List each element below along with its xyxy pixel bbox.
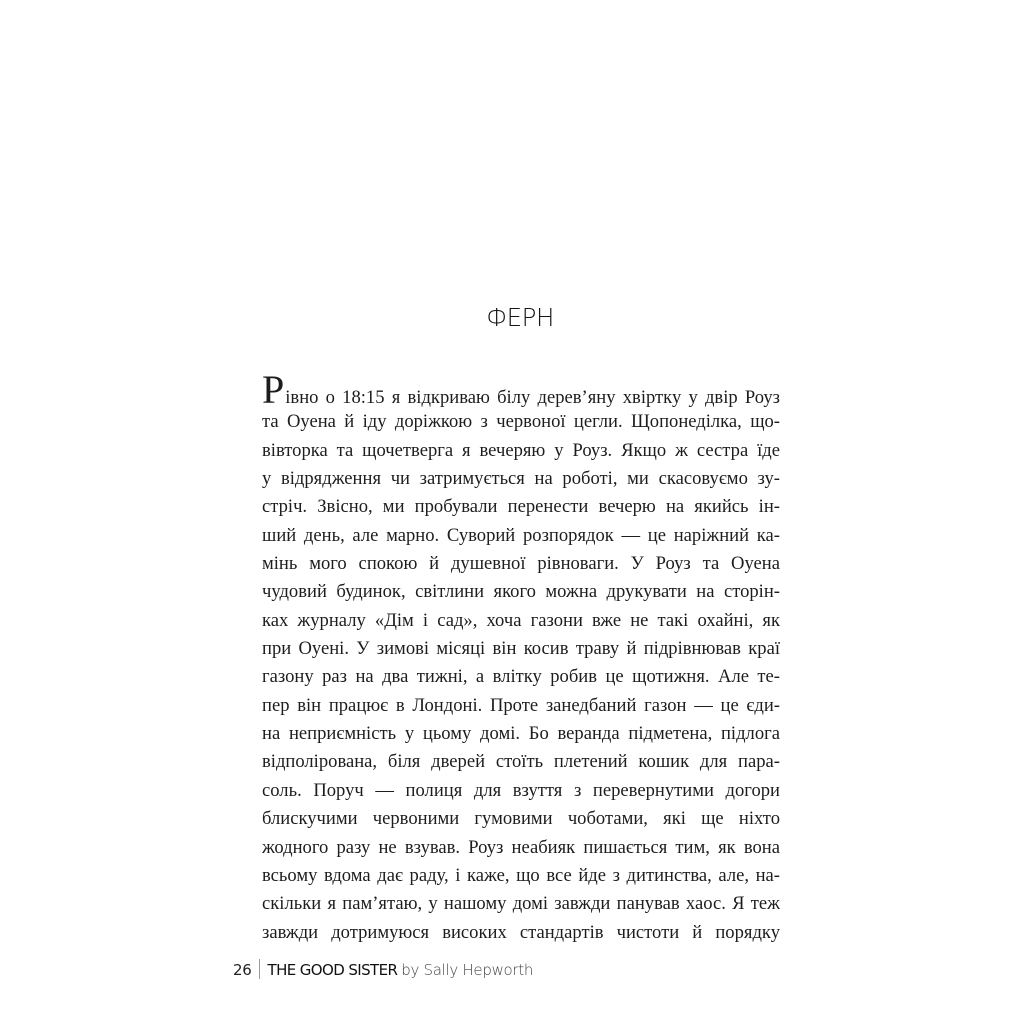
text-line: стріч. Звісно, ми пробували перенести вечерю на якийсь ін-	[262, 496, 780, 518]
book-title: THE GOOD SISTER	[267, 961, 398, 979]
chapter-title: ФЕРН	[486, 303, 554, 332]
text-line: чудовий будинок, світлини якого можна друкувати на сторін-	[262, 581, 780, 603]
text-line: соль. Поруч — полиця для взуття з перевернутими догори	[262, 779, 780, 801]
author-credit: by Sally Hepworth	[401, 961, 534, 979]
text-line: блискучими червоними гумовими чоботами, які ще ніхто	[262, 808, 780, 830]
text-line: жодного разу не взував. Роуз неабияк пишається тим, як вона	[262, 836, 780, 858]
text-line: мінь мого спокою й душевної рівноваги. У Роуз та Оуена	[262, 553, 780, 575]
text-line: газону раз на два тижні, а влітку робив це щотижня. Але те-	[262, 666, 780, 688]
footer-divider	[259, 959, 260, 979]
text-line: та Оуена й іду доріжкою з червоної цегли. Щопонеділка, що-	[262, 411, 780, 433]
text-line: скільки я пам’ятаю, у нашому домі завжди панував хаос. Я теж	[262, 893, 780, 915]
text-line: завжди дотримуюся високих стандартів чистоти й порядку	[262, 921, 780, 943]
text-line: Рівно о 18:15 я відкриваю білу дерев’яну хвіртку у двір Роуз	[262, 367, 780, 412]
text-line: вівторка та щочетверга я вечеряю у Роуз. Якщо ж сестра їде	[262, 439, 780, 461]
text-line: ках журналу «Дім і сад», хоча газони вже не такі охайні, як	[262, 609, 780, 631]
text-line: при Оуені. У зимові місяці він косив траву й підрівнював краї	[262, 638, 780, 660]
drop-cap: Р	[262, 367, 285, 412]
text-line: у відрядження чи затримується на роботі, ми скасовуємо зу-	[262, 468, 780, 490]
text-line: ший день, але марно. Суворий розпорядок — це наріжний ка-	[262, 524, 780, 546]
text-line: на неприємність у цьому домі. Бо веранда підметена, підлога	[262, 723, 780, 745]
body-text	[262, 367, 780, 947]
page-footer	[233, 959, 533, 979]
page-number: 26	[233, 961, 252, 979]
text-line: відполірована, біля дверей стоїть плетений кошик для пара-	[262, 751, 780, 773]
text-line: пер він працює в Лондоні. Проте занедбаний газон — це єди-	[262, 694, 780, 716]
text-line: всьому вдома дає раду, і каже, що все йде з дитинства, але, на-	[262, 864, 780, 886]
